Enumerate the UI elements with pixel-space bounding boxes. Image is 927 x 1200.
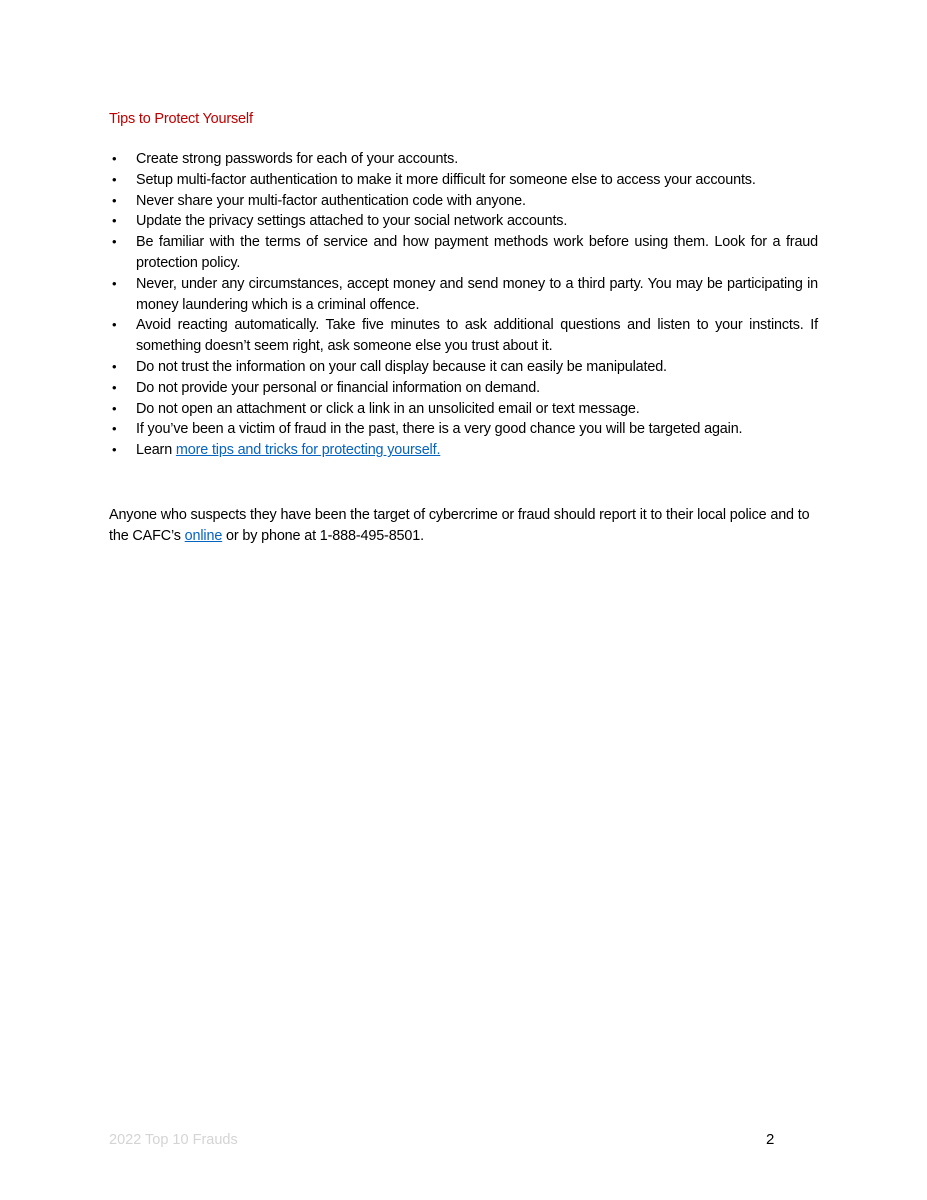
tip-text: If you’ve been a victim of fraud in the past, there is a very good chance you will be targeted again. [136, 421, 743, 438]
list-item [109, 399, 818, 420]
tip-text: Update the privacy settings attached to your social network accounts. [136, 213, 568, 230]
online-report-link[interactable]: online [184, 528, 223, 544]
list-item [109, 419, 818, 440]
list-item [109, 357, 818, 378]
tip-text: Create strong passwords for each of your accounts. [136, 151, 459, 167]
tip-text: Never share your multi-factor authentication code with anyone. [136, 192, 526, 209]
tip-text: Avoid reacting automatically. Take five minutes to ask additional questions and listen to your instincts. If something doesn’t seem right, ask someone else you trust about it. [136, 317, 818, 355]
list-item [109, 232, 818, 274]
tip-text: Be familiar with the terms of service and how payment methods work before using them. Look for a fraud protection policy. [136, 234, 818, 271]
list-item [109, 315, 818, 357]
list-item [109, 149, 818, 170]
tips-list [109, 149, 818, 461]
list-item [109, 274, 818, 316]
tip-text: Never, under any circumstances, accept money and send money to a third party. You may be participating in money laundering which is a criminal offence. [136, 275, 818, 313]
more-tips-link[interactable]: more tips and tricks for protecting yourself. [175, 442, 441, 459]
report-paragraph [109, 505, 818, 547]
page-number: 2 [766, 1131, 775, 1148]
list-item [109, 211, 818, 232]
list-item [109, 191, 818, 212]
footer-title: 2022 Top 10 Frauds [109, 1132, 238, 1148]
report-text-before: Anyone who suspects they have been the target of cybercrime or fraud should report it to their local police and to the CAFC’s [109, 507, 810, 544]
tip-text: Setup multi-factor authentication to make it more difficult for someone else to access your accounts. [136, 171, 756, 188]
list-item [109, 378, 818, 399]
tip-text: Do not open an attachment or click a link in an unsolicited email or text message. [136, 400, 640, 417]
list-item [109, 440, 818, 461]
report-text-after: or by phone at 1-888-495-8501. [222, 528, 424, 544]
section-heading: Tips to Protect Yourself [109, 111, 253, 127]
tip-text: Do not trust the information on your call display because it can easily be manipulated. [136, 358, 667, 375]
learn-prefix: Learn [136, 442, 176, 459]
list-item [109, 170, 818, 191]
tip-text: Do not provide your personal or financial information on demand. [136, 379, 540, 396]
